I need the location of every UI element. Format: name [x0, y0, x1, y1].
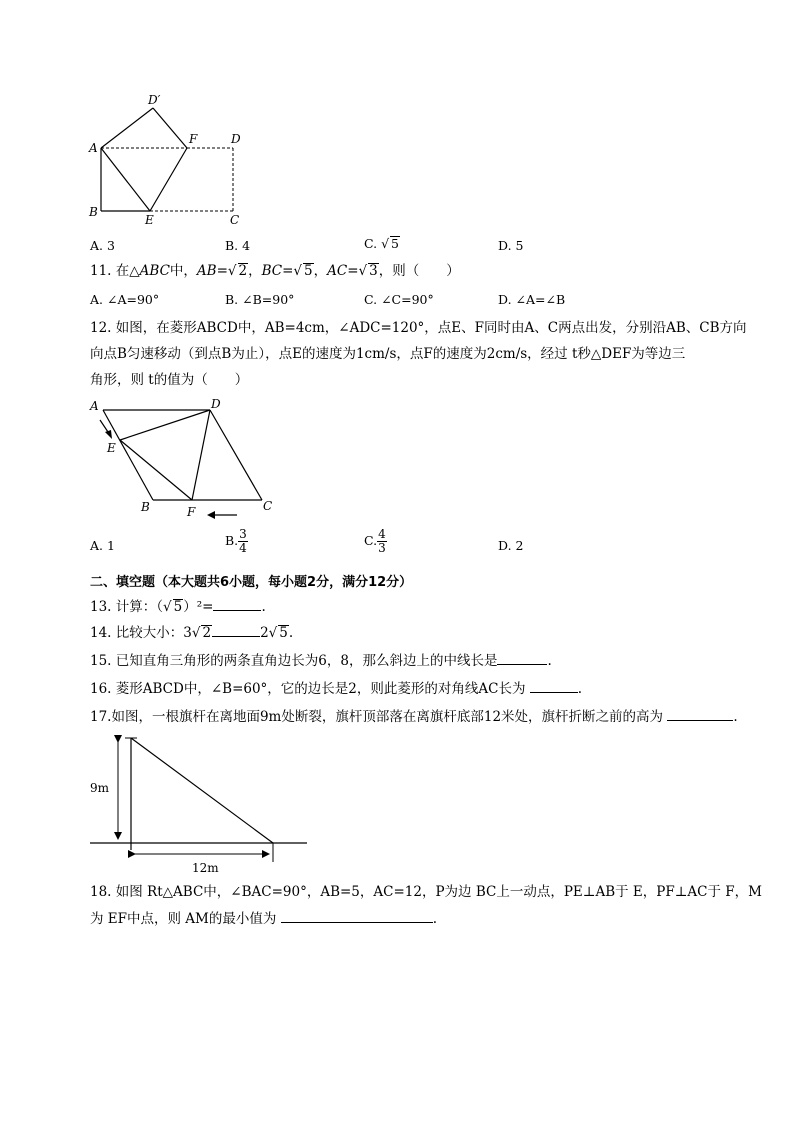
arrow-f-head [207, 511, 215, 519]
q12-option-b-fraction [238, 528, 248, 555]
line-ae [101, 148, 150, 211]
q11-rad5: 5 [304, 263, 313, 279]
q11-text2: 中， [169, 263, 197, 279]
q11-eq3: = [347, 263, 359, 279]
line-fe [150, 148, 187, 211]
q18-end: . [432, 911, 437, 927]
question-18-line2 [90, 906, 437, 932]
q15-answer-blank[interactable] [497, 652, 547, 665]
question-12-line2: 向点B匀速移动（到点B为止），点E的速度为1cm/s，点F的速度为2cm/s，经过 t秒△DEF为等边三 [90, 346, 686, 362]
q11-ac: AC [327, 263, 348, 279]
question-12-line3: 角形，则 t的值为（ ） [90, 372, 249, 388]
q15-end: . [547, 653, 552, 669]
question-16 [90, 676, 582, 702]
label-c: C [263, 499, 273, 513]
q10-option-c[interactable]: C. √ 5 [364, 236, 399, 251]
q12-option-c-num: 4 [378, 527, 386, 541]
label-e: E [107, 441, 116, 455]
question-11: 11. 在△ABC中，AB=√ 2，BC=√ 5，AC=√ 3，则（ ） [90, 263, 460, 279]
question-12-line1: 12. 如图，在菱形ABCD中，AB=4cm，∠ADC=120°，点E、F同时由A、C两点出发，分别沿AB、CB方向 [90, 320, 747, 336]
label-b: B [89, 205, 98, 219]
label-f: F [187, 505, 196, 519]
q11-comma2: ， [313, 263, 328, 279]
q11-eq2: = [282, 263, 294, 279]
section-heading-fill-in: 二、填空题（本大题共6小题，每小题2分，满分12分） [90, 575, 413, 590]
arrow-e-head [105, 430, 112, 439]
question-18-line1: 18. 如图 Rt△ABC中，∠BAC=90°，AB=5，AC=12，P为边 BC上一动点，PE⊥AB于 E，PF⊥AC于 F，M [90, 884, 762, 900]
q12-option-d[interactable]: D. 2 [498, 538, 524, 553]
line-ef [120, 440, 192, 500]
q13-answer-blank[interactable] [213, 598, 261, 611]
q13-prefix: 13. 计算：（ [90, 599, 164, 615]
q14-prefix: 14. 比较大小：3 [90, 625, 192, 641]
q13-end: . [261, 599, 266, 615]
q12-option-c-den: 3 [378, 541, 386, 555]
label-f: F [189, 132, 198, 146]
q14-rad2: 5 [279, 625, 288, 641]
q14-answer-blank[interactable] [212, 624, 260, 637]
q11-comma1: ， [248, 263, 262, 279]
figure-rhombus [85, 395, 285, 520]
q12-option-b-prefix: B. [225, 533, 239, 548]
q16-text: 16. 菱形ABCD中，∠B=60°，它的边长是2，则此菱形的对角线AC长为 [90, 681, 526, 697]
q13-suffix: ）²= [183, 599, 214, 615]
label-d: D [211, 397, 221, 411]
figure-flagpole [85, 730, 315, 880]
q11-option-a[interactable]: A. ∠A=90° [90, 292, 160, 307]
figure-folded-rectangle [80, 90, 260, 225]
q11-option-b[interactable]: B. ∠B=90° [225, 292, 295, 307]
q17-end: . [733, 709, 738, 725]
question-13: 13. 计算：（√ 5）²= . [90, 599, 266, 615]
q16-answer-blank[interactable] [530, 680, 578, 693]
label-d: D [231, 132, 241, 146]
q12-option-c-fraction [377, 528, 387, 555]
q11-option-c[interactable]: C. ∠C=90° [364, 292, 434, 307]
q11-eq1: = [216, 263, 228, 279]
rhombus-dc [210, 410, 262, 500]
q11-option-d[interactable]: D. ∠A=∠B [498, 292, 566, 307]
label-c: C [230, 213, 240, 225]
question-15 [90, 648, 552, 674]
q10-option-a[interactable]: A. 3 [90, 238, 115, 253]
q12-option-a[interactable]: A. 1 [90, 538, 115, 553]
q14-rad1: 2 [202, 625, 212, 641]
q12-option-b-num: 3 [239, 527, 247, 541]
q10-option-c-prefix: C. [364, 236, 382, 251]
q13-rad: 5 [173, 599, 183, 615]
q11-rad3: 3 [369, 263, 378, 279]
q10-option-d[interactable]: D. 5 [498, 238, 524, 253]
q16-end: . [577, 681, 583, 697]
q14-end: . [288, 625, 294, 641]
q14-mid: 2 [260, 625, 269, 641]
label-12m: 12m [192, 861, 219, 875]
line-ad-prime [101, 108, 153, 148]
q18-answer-blank[interactable] [281, 910, 433, 923]
q12-option-b[interactable] [225, 528, 248, 555]
question-14: 14. 比较大小：3√ 2 2√ 5. [90, 625, 294, 641]
label-9m: 9m [90, 781, 110, 795]
q18-text: 为 EF中点，则 AM的最小值为 [90, 911, 277, 927]
q10-option-b[interactable]: B. 4 [225, 238, 251, 253]
q17-answer-blank[interactable] [667, 708, 733, 721]
q10-option-c-radicand: 5 [391, 236, 399, 251]
q11-abc: ABC [139, 263, 170, 279]
line-df [192, 410, 210, 500]
label-a: A [89, 141, 98, 155]
q12-option-b-den: 4 [239, 541, 247, 555]
label-d-prime: D′ [148, 93, 161, 107]
q12-option-c-prefix: C. [364, 533, 378, 548]
q15-text: 15. 已知直角三角形的两条直角边长为6，8，那么斜边上的中线长是 [90, 653, 498, 669]
q11-text: 11. 在△ [90, 263, 140, 279]
label-b: B [141, 500, 150, 514]
q11-ab: AB [196, 263, 217, 279]
question-17 [90, 704, 738, 730]
q11-bc: BC [261, 263, 283, 279]
label-a: A [90, 399, 99, 413]
line-d-prime-f [153, 108, 187, 148]
line-de [120, 410, 210, 440]
q12-option-c[interactable] [364, 528, 387, 555]
rhombus-ba [103, 410, 153, 500]
q11-tail: ，则（ ） [378, 263, 460, 279]
q17-text: 17.如图，一根旗杆在离地面9m处断裂，旗杆顶部落在离旗杆底部12米处，旗杆折断之前的高为 [90, 709, 664, 725]
label-e: E [145, 213, 154, 225]
q11-rad2: 2 [238, 263, 248, 279]
broken-segment [131, 738, 273, 843]
